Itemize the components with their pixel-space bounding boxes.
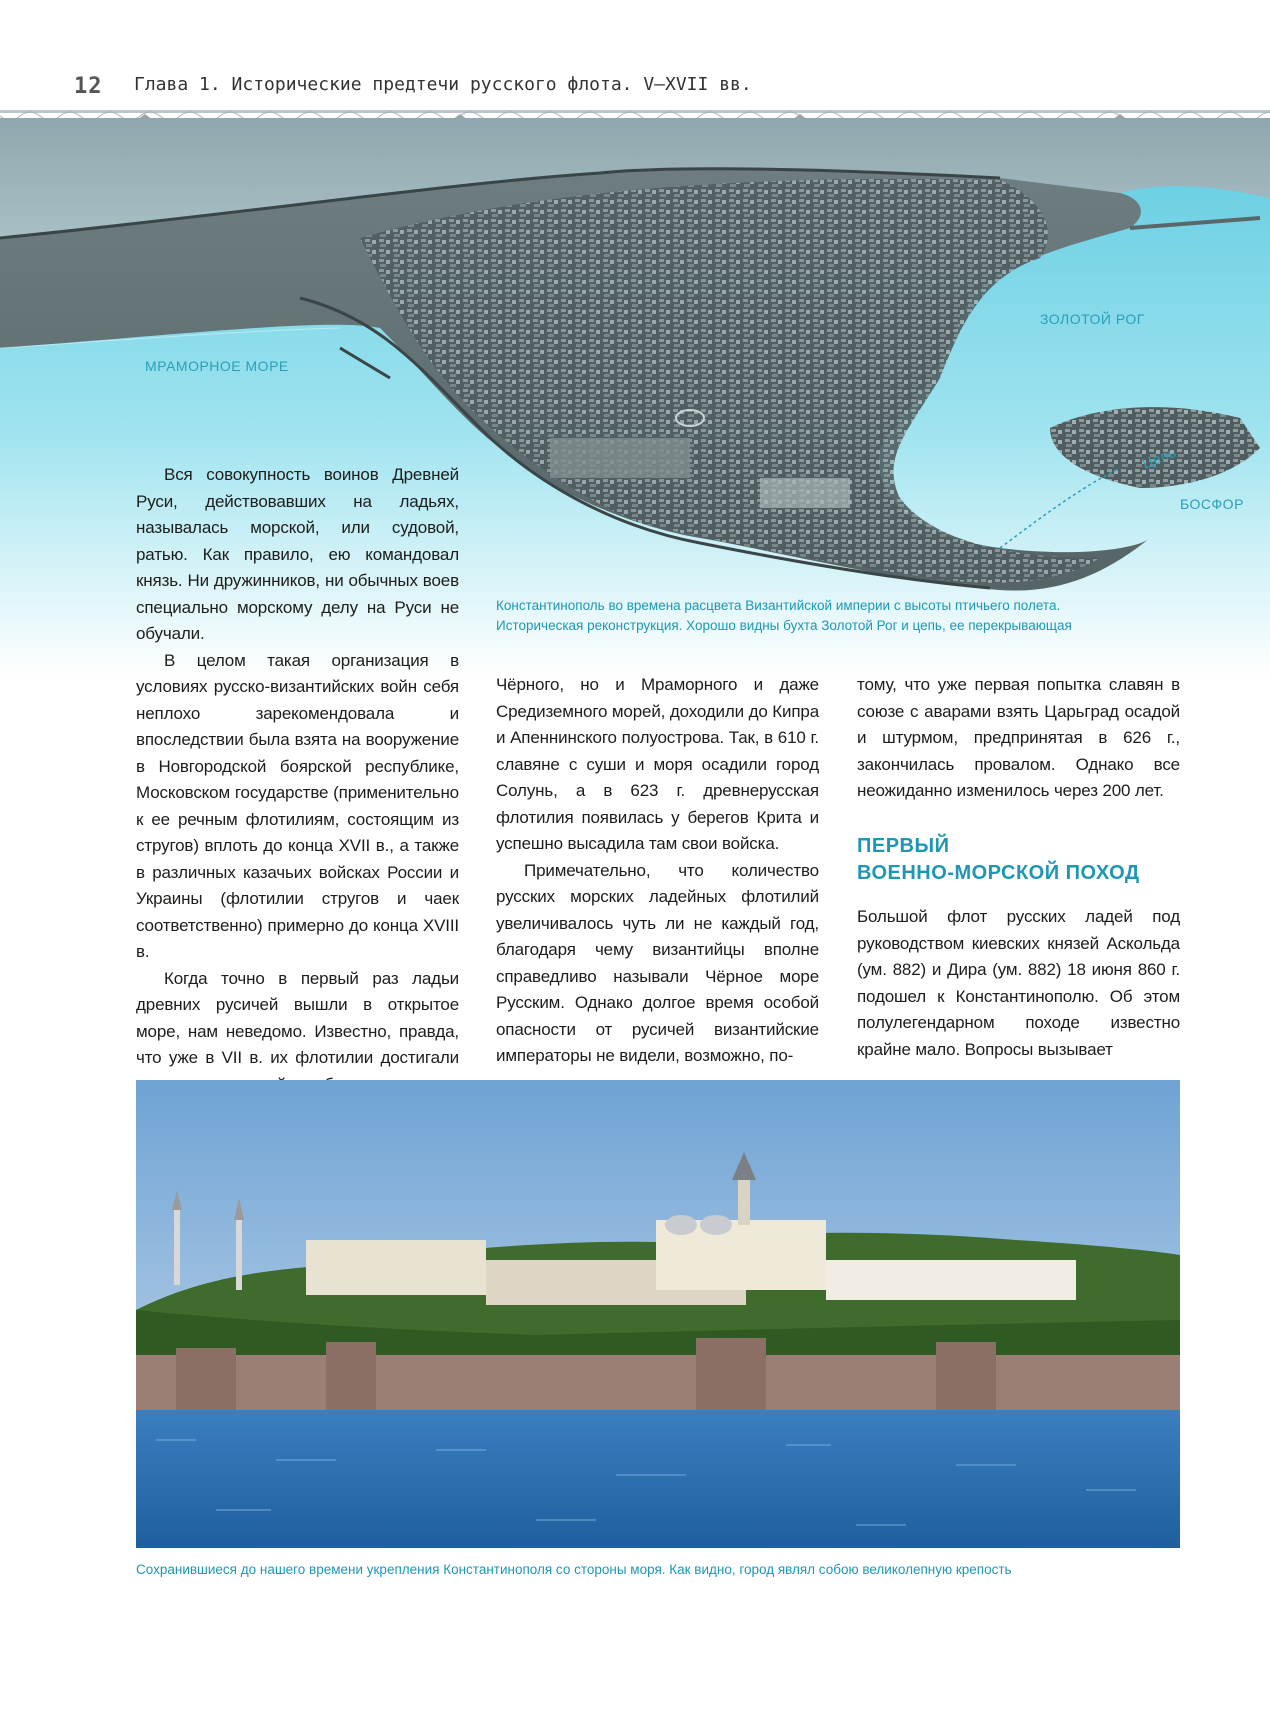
paragraph: Чёрного, но и Мраморного и даже Средиземного морей, доходили до Кипра и Апеннинского полуострова. Так, в 610 г. славяне с суши и моря осадили город Солунь, а в 623 г. древнерусская флотилия появилась у берегов Крита и успешно высадила там свои войска.: [496, 675, 820, 853]
text-column-3-continued: [857, 904, 1180, 1063]
map-caption-line-2: Историческая реконструкция. Хорошо видны бухта Золотой Рог и цепь, ее перекрывающая: [496, 618, 1072, 633]
section-heading-line-2: ВОЕННО-МОРСКОЙ ПОХОД: [857, 862, 1140, 884]
label-marmara-sea: МРАМОРНОЕ МОРЕ: [145, 358, 289, 374]
map-caption-line-1: Константинополь во времена расцвета Византийской империи с высоты птичьего полета.: [496, 598, 1061, 613]
paragraph: тому, что уже первая попытка славян в союзе с аварами взять Царьград осадой и штурмом, предпринятая в 626 г., закончилась провалом. Однако все неожиданно изменилось через 200 лет.: [857, 675, 1180, 800]
photo-caption: Сохранившиеся до нашего времени укрепления Константинополя со стороны моря. Как видно, город являл собою великолепную крепость: [136, 1562, 1012, 1577]
fortress-photo: [136, 1080, 1180, 1548]
map-caption: [496, 596, 1216, 636]
text-column-2: [496, 672, 819, 1070]
paragraph: Когда точно в первый раз ладьи древних русичей вышли в открытое море, нам неведомо. Известно, правда, что уже в VII в. их флотилии достигали: [136, 968, 459, 1067]
label-chain: Цепь: [1140, 443, 1179, 472]
section-heading-line-1: ПЕРВЫЙ: [857, 835, 950, 857]
label-golden-horn: ЗОЛОТОЙ РОГ: [1040, 311, 1145, 327]
text-column-1: [136, 462, 459, 1098]
paragraph: Примечательно, что количество русских морских ладейных флотилий увеличивалось чуть ли не каждый год, благодаря чему византийцы вполне справедливо называли Чёрное море Русским. Однако долгое время особой опасности от русичей византийские императоры не видели, возможно, по-: [496, 860, 819, 1065]
page-number: 12: [74, 74, 103, 99]
page-header: [0, 0, 1270, 120]
label-bosphorus: БОСФОР: [1180, 496, 1244, 512]
paragraph: Большой флот русских ладей под руководством киевских князей Аскольда (ум. 882) и Дира (ум. 882) 18 июня 860 г. подошел к Константинополю. Об этом полулегендарном походе известно крайне мало. Вопросы вызывает: [857, 907, 1180, 1059]
running-title: Глава 1. Исторические предтечи русского флота. V–XVII вв.: [134, 74, 752, 95]
section-heading: [857, 833, 1187, 887]
paragraph: В целом такая организация в условиях русско-византийских войн себя неплохо зарекомендовала и впоследствии была взята на вооружение в Новгородской боярской республике, Московском государстве (применительно к ее речным флотилиям, состоящим из стругов) вплоть до конца XVII в., а также в различных казачьих войсках России и Украины (флотилии стругов и чаек соответственно) примерно до конца XVIII в.: [136, 650, 459, 961]
text-column-3: [857, 672, 1180, 805]
paragraph: Вся совокупность воинов Древней Руси, действовавших на ладьях, называлась морской, или судовой, ратью. Как правило, ею командовал князь. Ни дружинников, ни обычных воев специально морскому делу на Руси не обучали.: [136, 465, 459, 643]
